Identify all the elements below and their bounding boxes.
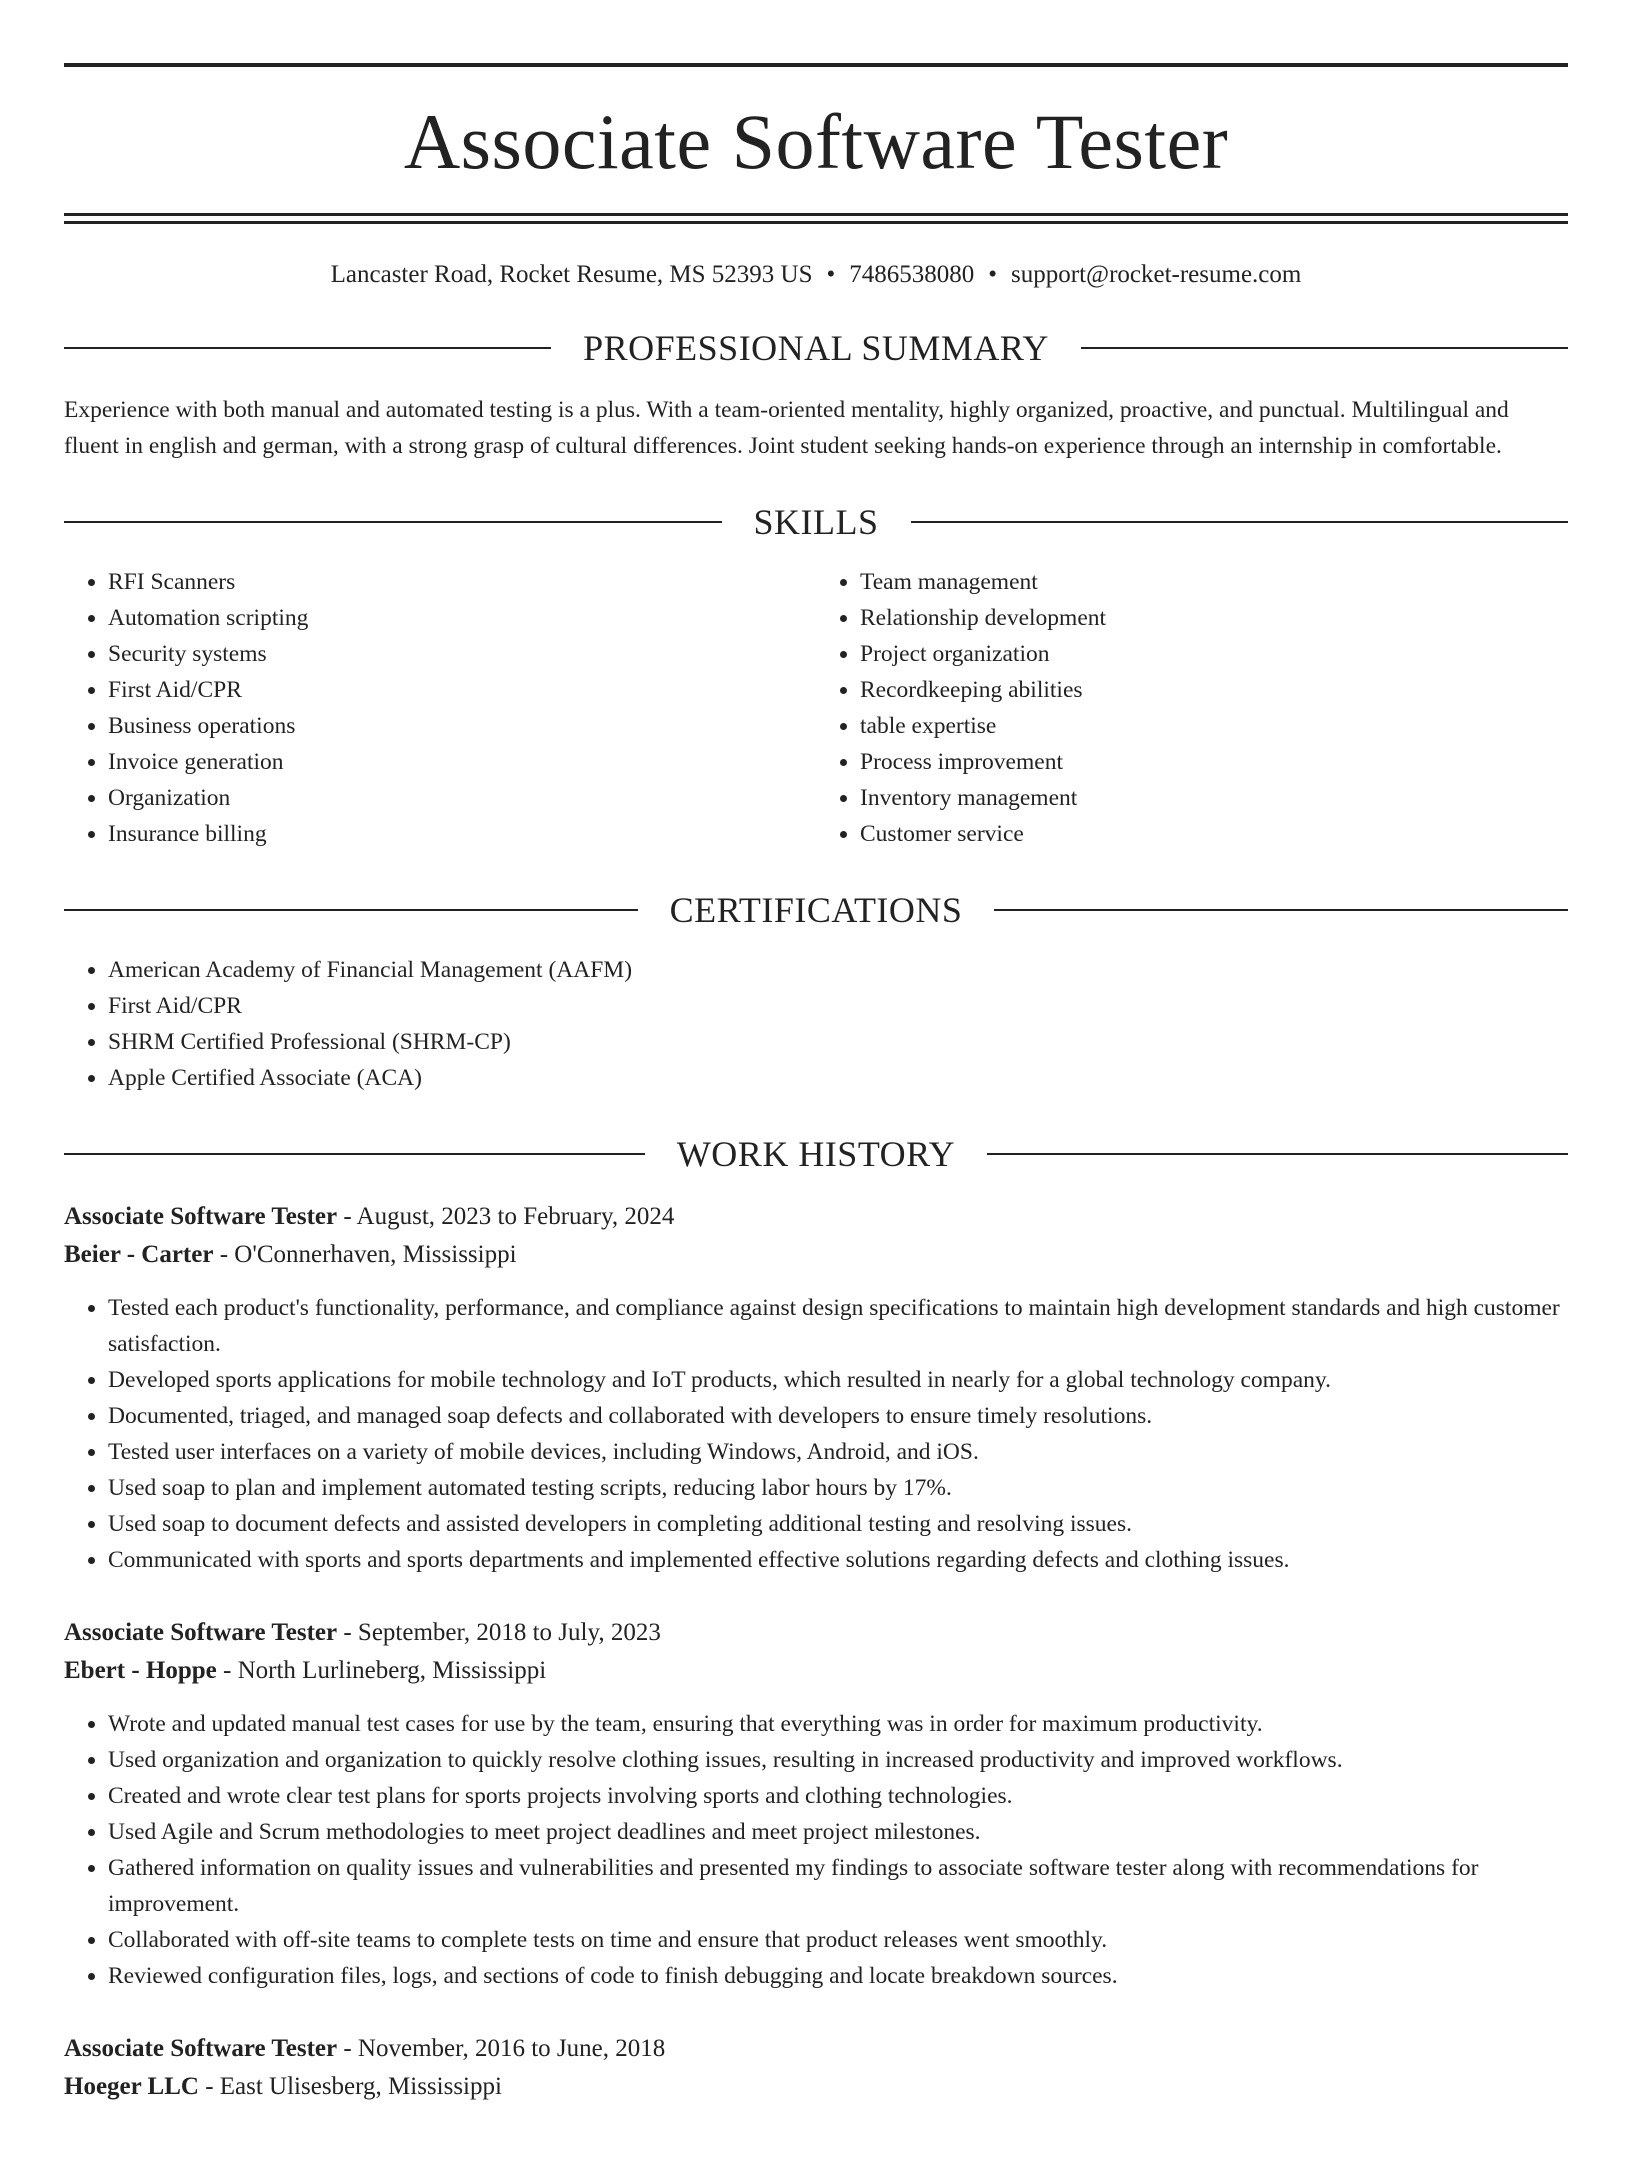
certifications-heading-title: CERTIFICATIONS: [669, 890, 963, 930]
skills-list: [64, 564, 1568, 852]
skills-column-right: [816, 564, 1568, 852]
skill-item: • Organization: [108, 780, 816, 816]
job-dates: - November, 2016 to June, 2018: [337, 2035, 666, 2062]
job-company: Hoeger LLC: [64, 2073, 199, 2100]
job-entry: [64, 1614, 1568, 1994]
skill-item: • Automation scripting: [108, 600, 816, 636]
skill-item: • table expertise: [860, 708, 1568, 744]
job-title-line: [64, 2030, 1568, 2068]
job-bullets: [64, 1706, 1568, 1994]
job-entry: [64, 2030, 1568, 2106]
job-bullet: • Gathered information on quality issues and vulnerabilities and presented my findings to associate software tester along with recommendations for improvement.: [108, 1850, 1568, 1922]
skill-item: • Process improvement: [860, 744, 1568, 780]
job-dates: - August, 2023 to February, 2024: [337, 1203, 675, 1230]
heading-rule: [1081, 347, 1568, 349]
skill-item: • Security systems: [108, 636, 816, 672]
certification-item: • Apple Certified Associate (ACA): [108, 1060, 1568, 1096]
job-title: Associate Software Tester: [64, 2035, 338, 2062]
certifications-list: [64, 952, 1568, 1096]
job-company: Beier - Carter: [64, 1241, 214, 1268]
skill-item: • Inventory management: [860, 780, 1568, 816]
work-history-heading-title: WORK HISTORY: [676, 1134, 956, 1174]
job-dates: - September, 2018 to July, 2023: [337, 1619, 661, 1646]
job-bullet: • Wrote and updated manual test cases for use by the team, ensuring that everything was in order for maximum productivity.: [108, 1706, 1568, 1742]
job-company-line: [64, 2068, 1568, 2106]
job-bullet: • Used Agile and Scrum methodologies to meet project deadlines and meet project milestones.: [108, 1814, 1568, 1850]
job-bullets: [64, 1290, 1568, 1578]
job-company-line: [64, 1652, 1568, 1690]
job-location: - O'Connerhaven, Mississippi: [213, 1241, 517, 1268]
contact-phone: 7486538080: [849, 261, 975, 288]
heading-rule: [64, 347, 551, 349]
heading-rule: [987, 1153, 1568, 1155]
work-history-heading: [64, 1136, 1568, 1172]
skill-item: • Customer service: [860, 816, 1568, 852]
job-bullet: • Used soap to plan and implement automated testing scripts, reducing labor hours by 17%.: [108, 1470, 1568, 1506]
job-bullet: • Used organization and organization to quickly resolve clothing issues, resulting in increased productivity and improved workflows.: [108, 1742, 1568, 1778]
heading-rule: [64, 909, 638, 911]
resume-page: [0, 63, 1632, 2175]
job-location: - North Lurlineberg, Mississippi: [216, 1657, 547, 1684]
contact-email: support@rocket-resume.com: [1011, 261, 1302, 288]
heading-rule: [64, 1153, 645, 1155]
skill-item: • Insurance billing: [108, 816, 816, 852]
skill-item: • RFI Scanners: [108, 564, 816, 600]
job-company: Ebert - Hoppe: [64, 1657, 217, 1684]
contact-separator: •: [826, 261, 836, 288]
skill-item: • Business operations: [108, 708, 816, 744]
certification-item: • First Aid/CPR: [108, 988, 1568, 1024]
job-title: Associate Software Tester: [64, 1619, 338, 1646]
skill-item: • Recordkeeping abilities: [860, 672, 1568, 708]
skill-item: • Relationship development: [860, 600, 1568, 636]
job-title: Associate Software Tester: [64, 1203, 338, 1230]
skills-column-left: [64, 564, 816, 852]
certification-item: • SHRM Certified Professional (SHRM-CP): [108, 1024, 1568, 1060]
double-rule: [64, 213, 1568, 224]
skill-item: • Project organization: [860, 636, 1568, 672]
contact-line: [64, 260, 1568, 290]
job-entry: [64, 1198, 1568, 1578]
job-bullet: • Used soap to document defects and assisted developers in completing additional testing and resolving issues.: [108, 1506, 1568, 1542]
skill-item: • Invoice generation: [108, 744, 816, 780]
job-bullet: • Collaborated with off-site teams to complete tests on time and ensure that product releases went smoothly.: [108, 1922, 1568, 1958]
certification-item: • American Academy of Financial Management (AAFM): [108, 952, 1568, 988]
job-company-line: [64, 1236, 1568, 1274]
skill-item: • First Aid/CPR: [108, 672, 816, 708]
job-bullet: • Tested each product's functionality, performance, and compliance against design specifications to maintain high development standards and high customer satisfaction.: [108, 1290, 1568, 1362]
heading-rule: [994, 909, 1568, 911]
job-bullet: • Documented, triaged, and managed soap defects and collaborated with developers to ensure timely resolutions.: [108, 1398, 1568, 1434]
skill-item: • Team management: [860, 564, 1568, 600]
skills-heading-title: SKILLS: [753, 502, 879, 542]
summary-heading: [64, 330, 1568, 366]
job-location: - East Ulisesberg, Mississippi: [198, 2073, 502, 2100]
heading-rule: [911, 521, 1569, 523]
heading-rule: [64, 521, 722, 523]
certifications-heading: [64, 892, 1568, 928]
job-title-line: [64, 1198, 1568, 1236]
resume-name: Associate Software Tester: [403, 98, 1229, 185]
job-bullet: • Reviewed configuration files, logs, and sections of code to finish debugging and locate breakdown sources.: [108, 1958, 1568, 1994]
job-bullet: • Created and wrote clear test plans for sports projects involving sports and clothing technologies.: [108, 1778, 1568, 1814]
job-bullet: • Developed sports applications for mobile technology and IoT products, which resulted in nearly for a global technology company.: [108, 1362, 1568, 1398]
skills-heading: [64, 504, 1568, 540]
summary-text: Experience with both manual and automated testing is a plus. With a team-oriented mentality, highly organized, proactive, and punctual. Multilingual and fluent in english and german, with a strong grasp of cultural differences. Joint student seeking hands-on experience through an internship in comfortable.: [64, 397, 1509, 459]
contact-address: Lancaster Road, Rocket Resume, MS 52393 US: [330, 261, 813, 288]
job-bullet: • Communicated with sports and sports departments and implemented effective solutions regarding defects and clothing issues.: [108, 1542, 1568, 1578]
top-rule: [64, 63, 1568, 67]
summary-heading-title: PROFESSIONAL SUMMARY: [583, 328, 1049, 368]
job-bullet: • Tested user interfaces on a variety of mobile devices, including Windows, Android, and iOS.: [108, 1434, 1568, 1470]
contact-separator: •: [988, 261, 998, 288]
job-title-line: [64, 1614, 1568, 1652]
